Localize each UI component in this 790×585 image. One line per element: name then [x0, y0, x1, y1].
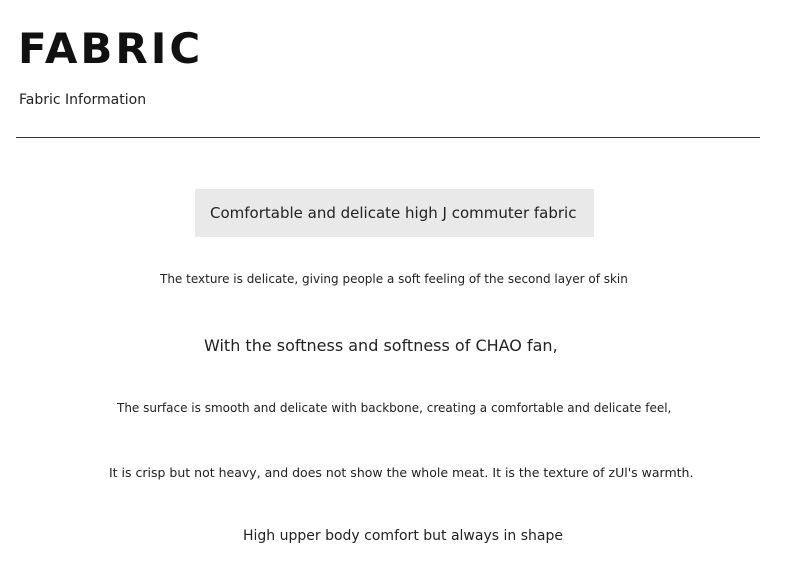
page-title: FABRIC	[18, 24, 204, 73]
page-subtitle: Fabric Information	[19, 92, 147, 108]
highlight-text: Comfortable and delicate high J commuter fabric	[210, 204, 577, 222]
highlight-banner	[195, 189, 594, 237]
description-line-4: It is crisp but not heavy, and does not show the whole meat. It is the texture of zUl's warmth.	[109, 465, 694, 480]
description-line-2: With the softness and softness of CHAO fan,	[204, 336, 558, 355]
description-line-5: High upper body comfort but always in shape	[243, 528, 563, 544]
divider-line	[16, 137, 760, 138]
description-line-1: The texture is delicate, giving people a soft feeling of the second layer of skin	[160, 272, 628, 286]
description-line-3: The surface is smooth and delicate with backbone, creating a comfortable and delicate feel,	[117, 401, 672, 415]
